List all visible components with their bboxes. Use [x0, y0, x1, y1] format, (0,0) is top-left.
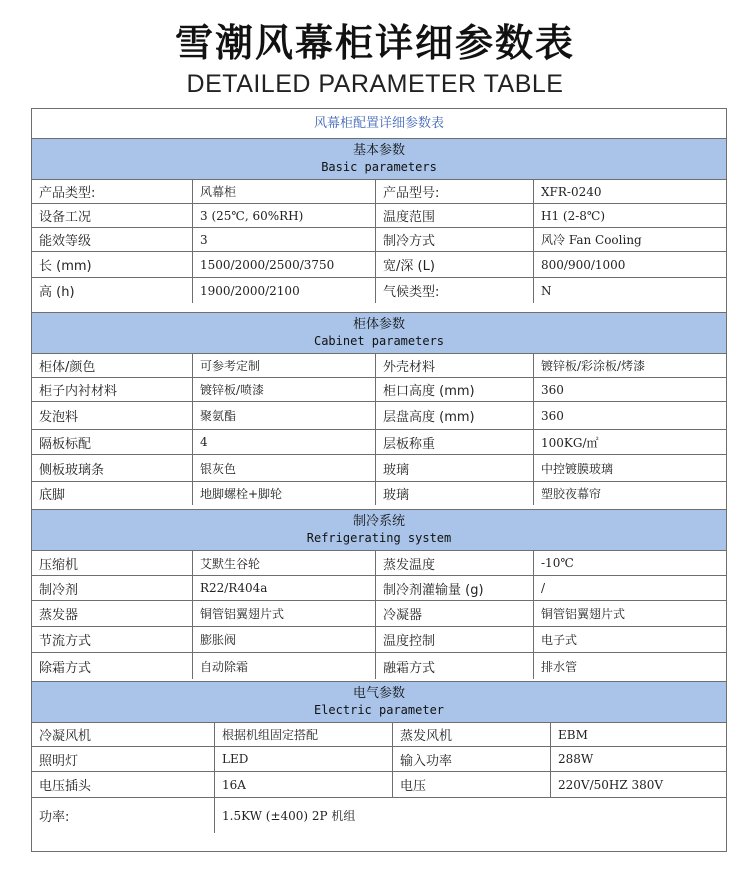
section-title-en: Electric parameter: [313, 703, 445, 717]
param-value: 1.5KW (±400) 2P 机组: [214, 798, 726, 833]
param-value: 银灰色: [192, 455, 375, 481]
param-value: 风冷 Fan Cooling: [533, 228, 726, 251]
param-label: 层板称重: [375, 430, 533, 454]
table-row: [32, 227, 726, 251]
param-label: 融霜方式: [375, 653, 533, 679]
param-label: 气候类型:: [375, 278, 533, 303]
param-label: 蒸发温度: [375, 551, 533, 575]
table-row: [32, 626, 726, 652]
param-label: 柜子内衬材料: [39, 384, 118, 399]
param-label: 除霜方式: [39, 660, 92, 676]
param-value: XFR-0240: [533, 180, 726, 203]
section-header-cabinet: [32, 312, 726, 353]
section-header-basic: [32, 138, 726, 179]
param-value: 可参考定制: [192, 354, 375, 377]
table-row: [32, 550, 726, 575]
param-label: 底脚: [39, 488, 66, 503]
parameter-table: [31, 108, 727, 852]
param-label: 柜体/颜色: [39, 360, 96, 375]
param-value: 铜管铝翼翅片式: [533, 601, 726, 626]
param-label: 柜口高度 (mm): [375, 378, 533, 401]
param-value: H1 (2-8℃): [533, 204, 726, 227]
table-row: [32, 179, 726, 203]
param-value: 根据机组固定搭配: [214, 723, 392, 746]
param-label: 产品型号:: [375, 180, 533, 203]
param-value: 16A: [214, 772, 392, 797]
param-value: LED: [214, 747, 392, 771]
param-label: 长 (mm): [39, 259, 92, 274]
param-label: 冷凝器: [375, 601, 533, 626]
section-title-en: Cabinet parameters: [313, 334, 445, 348]
param-value: R22/R404a: [192, 576, 375, 600]
param-label: 发泡料: [39, 410, 79, 425]
param-label: 节流方式: [39, 634, 92, 649]
param-label: 蒸发风机: [392, 723, 550, 746]
param-value: 膨胀阀: [192, 627, 375, 652]
param-label: 压缩机: [39, 557, 79, 573]
param-label: 输入功率: [392, 747, 550, 771]
section-title-en: Refrigerating system: [306, 531, 452, 545]
param-value: 风幕柜: [192, 180, 375, 203]
param-label: 温度控制: [375, 627, 533, 652]
param-label: 蒸发器: [39, 608, 79, 623]
param-value: 220V/50HZ 380V: [550, 772, 726, 797]
section-title-cn: 柜体参数: [352, 317, 405, 332]
page-subtitle: DETAILED PARAMETER TABLE: [186, 70, 564, 98]
param-value: 100KG/㎡: [533, 430, 726, 454]
param-value: 排水管: [533, 653, 726, 679]
param-label: 侧板玻璃条: [39, 462, 105, 478]
table-row: [32, 203, 726, 227]
param-value: 中控镀膜玻璃: [533, 455, 726, 481]
param-value: 4: [192, 430, 375, 454]
table-row: [32, 277, 726, 303]
table-row: [32, 481, 726, 505]
param-value: 360: [533, 402, 726, 429]
param-value: 1500/2000/2500/3750: [192, 252, 375, 277]
param-value: 800/900/1000: [533, 252, 726, 277]
table-caption: 风幕柜配置详细参数表: [313, 116, 444, 131]
param-label: 制冷剂: [39, 582, 79, 598]
param-label: 电压: [392, 772, 550, 797]
param-value: -10℃: [533, 551, 726, 575]
section-header-refrigeration: [32, 509, 726, 550]
param-label: 宽/深 (L): [375, 252, 533, 277]
section-title-en: Basic parameters: [321, 160, 437, 174]
param-label: 设备工况: [39, 210, 92, 225]
param-label: 高 (h): [39, 285, 75, 300]
param-label: 功率:: [39, 810, 70, 825]
param-label: 外壳材料: [375, 354, 533, 377]
param-label: 层盘高度 (mm): [375, 402, 533, 429]
table-row: [32, 429, 726, 454]
table-row: [32, 353, 726, 377]
table-row: [32, 401, 726, 429]
param-label: 制冷方式: [375, 228, 533, 251]
table-row: [32, 600, 726, 626]
table-row: [32, 575, 726, 600]
param-label: 能效等级: [39, 234, 92, 249]
section-title-cn: 电气参数: [352, 686, 405, 701]
param-value: 地脚螺栓+脚轮: [192, 482, 375, 505]
param-value: 艾默生谷轮: [192, 551, 375, 575]
table-row: [32, 251, 726, 277]
table-row: [32, 377, 726, 401]
param-label: 温度范围: [375, 204, 533, 227]
param-value: EBM: [550, 723, 726, 746]
table-row: [32, 722, 726, 746]
param-value: 镀锌板/喷漆: [192, 378, 375, 401]
param-label: 产品类型:: [39, 186, 96, 201]
param-value: 聚氨酯: [192, 402, 375, 429]
param-value: 塑胶夜幕帘: [533, 482, 726, 505]
param-value: 铜管铝翼翅片式: [192, 601, 375, 626]
param-label: 玻璃: [375, 455, 533, 481]
param-label: 制冷剂灌输量 (g): [375, 576, 533, 600]
section-header-electric: [32, 681, 726, 722]
param-value: 1900/2000/2100: [192, 278, 375, 303]
param-label: 冷凝风机: [39, 729, 92, 744]
page-title: 雪潮风幕柜详细参数表: [174, 21, 575, 65]
param-value: 镀锌板/彩涂板/烤漆: [533, 354, 726, 377]
param-value: 288W: [550, 747, 726, 771]
param-value: N: [533, 278, 726, 303]
param-value: 3 (25℃, 60%RH): [192, 204, 375, 227]
param-label: 电压插头: [39, 779, 92, 794]
section-title-cn: 制冷系统: [352, 514, 405, 529]
section-title-cn: 基本参数: [352, 143, 405, 158]
param-value: 3: [192, 228, 375, 251]
param-value: 电子式: [533, 627, 726, 652]
table-row: [32, 454, 726, 481]
param-label: 玻璃: [375, 482, 533, 505]
param-value: 360: [533, 378, 726, 401]
param-value: 自动除霜: [192, 653, 375, 679]
table-row: [32, 652, 726, 679]
table-row: [32, 771, 726, 797]
table-row: [32, 746, 726, 771]
param-value: /: [533, 576, 726, 600]
param-label: 隔板标配: [39, 436, 92, 452]
param-label: 照明灯: [39, 753, 79, 769]
table-row: [32, 797, 726, 833]
